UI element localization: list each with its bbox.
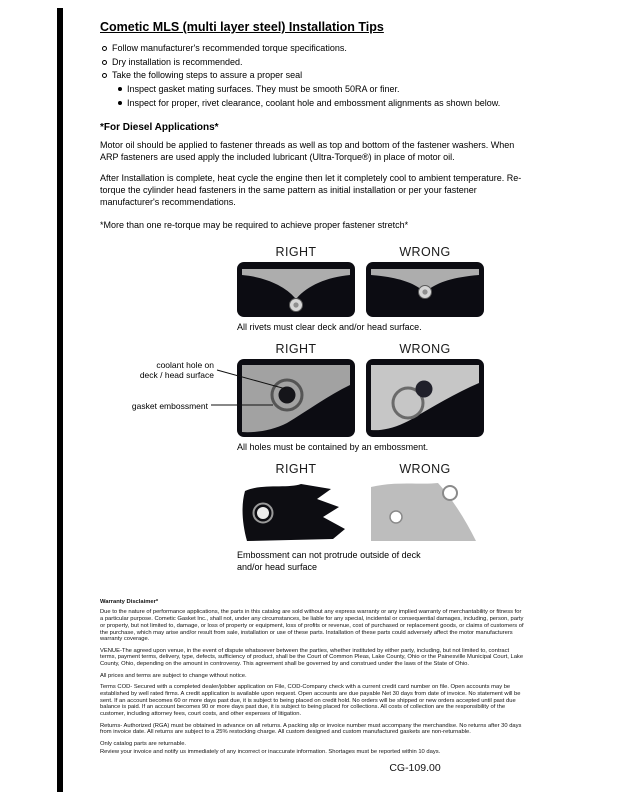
legal-paragraph: Returns- Authorized (RGA) must be obtained in advance on all returns. A packing slip or invoice number must accompany the merchandise. No returns after 30 days from invoice date. All returns are subject to a 25% restocking charge. All custom designed and custom manufactured gaskets are non-returnable. <box>100 722 522 736</box>
legal-paragraph: VENUE-The agreed upon venue, in the event of dispute whatsoever between the parties, whether instituted by either party, including, but not limited to, contract terms, payment terms, delivery, type, defects, sufficiency of product, shall be the Court of Common Pleas, Lake County, Ohio or the Painesville Municipal Court, Lake County, Ohio, depending on the amount in controversy. This agreement shall be governed by and construed under the laws of the State of Ohio. <box>100 647 524 668</box>
row3-caption: Embossment can not protrude outside of deck and/or head surface <box>237 549 421 572</box>
page-title: Cometic MLS (multi layer steel) Installation Tips <box>100 20 384 34</box>
page-content <box>100 14 532 774</box>
tip-item <box>100 43 532 55</box>
legal-paragraph: Only catalog parts are returnable. <box>100 740 187 747</box>
tip-sub-item <box>116 98 532 110</box>
row1-caption: All rivets must clear deck and/or head surface. <box>237 321 422 332</box>
tip-item <box>100 57 532 69</box>
row2-headers <box>237 342 532 356</box>
warranty-disclaimer-heading: Warranty Disclaimer* <box>100 599 159 606</box>
retorque-note: *More than one re-torque may be required to achieve proper fastener stretch* <box>100 219 409 230</box>
left-border-bar <box>57 8 63 792</box>
rivet-clearance-wrong-diagram <box>366 262 484 317</box>
tip-text: Inspect for proper, rivet clearance, coolant hole and embossment alignments as shown below. <box>127 97 501 108</box>
legal-paragraph: Due to the nature of performance applications, the parts in this catalog are sold without any express warranty or any implied warranty of merchantability or fitness for a particular purpose. Cometic Gasket Inc., shall not, under any circumstances, be liable for any special, incidental or consequential damages, including, person, party or property, but not limited to, damage, or loss of property or equipment, loss of profits or revenue, cost of purchased or replacement goods, or claims of customers of the purchase, which may arise and/or result from sale, installation or use of these parts. Installation of these parts could adversely affect the motor manufacturers warranty coverage. <box>100 609 524 643</box>
page-code: CG-109.00 <box>389 762 441 775</box>
coolant-hole-annotation <box>100 360 214 380</box>
tip-item <box>100 70 532 82</box>
row2-panels <box>237 359 532 437</box>
right-label: RIGHT <box>275 341 317 356</box>
hollow-bullet-icon <box>102 73 107 78</box>
right-label: RIGHT <box>275 461 317 476</box>
row2-caption: All holes must be contained by an embossment. <box>237 441 429 452</box>
right-label: RIGHT <box>275 244 317 259</box>
row3-headers <box>237 462 532 476</box>
tip-text: Inspect gasket mating surfaces. They must be smooth 50RA or finer. <box>127 84 400 95</box>
row2-body <box>100 359 532 437</box>
diesel-paragraph-1: Motor oil should be applied to fastener threads as well as top and bottom of the fastener washers. When ARP fasteners are used apply the included lubricant (Ultra-Torque®) in place of motor oil. <box>100 140 515 163</box>
wrong-label: WRONG <box>399 341 451 356</box>
diesel-paragraph-2: After Installation is complete, heat cycle the engine then let it completely cool to ambient temperature. Re-torque the cylinder head fasteners in the same pattern as initial installation or per your fastener manufacturer's recommendations. <box>100 173 522 207</box>
legal-section <box>100 599 524 755</box>
tip-sub-item <box>116 84 532 96</box>
tips-list <box>100 43 532 109</box>
annotation-text: coolant hole on <box>156 359 214 370</box>
hole-embossment-right-diagram <box>237 359 355 437</box>
tip-text: Follow manufacturer's recommended torque specifications. <box>112 43 347 53</box>
diesel-heading: *For Diesel Applications* <box>100 122 219 134</box>
tip-text: Dry installation is recommended. <box>112 56 243 67</box>
wrong-label: WRONG <box>399 244 451 259</box>
legal-paragraph: Terms COD- Secured with a completed dealer/jobber application on File, COD-Company check with a current credit card number on file. Open accounts may be established by well rated firms. A credit application is available upon request. Open accounts are due payable Net 30 days from date of invoice. No statement will be sent. If an account becomes 60 or more days past due, it is subject to being placed on credit hold. No orders will be shipped or new orders accepted until past due balance is paid. If an account becomes 90 or more days past due, it is subject to being placed for collections. All costs of collection are the responsibility of the customer, including attorney fees, court costs, and other expenses of litigation. <box>100 683 521 718</box>
row1-headers <box>237 245 532 259</box>
rivet-clearance-right-diagram <box>237 262 355 317</box>
gasket-embossment-annotation: gasket embossment <box>131 400 208 411</box>
embossment-edge-wrong-diagram <box>366 479 484 545</box>
diagram-section <box>100 245 532 573</box>
legal-paragraph: Review your invoice and notify us immediately of any incorrect or inaccurate information. Shortages must be reported within 10 days. <box>100 748 441 755</box>
legal-paragraph: All prices and terms are subject to change without notice. <box>100 672 247 679</box>
tip-text: Take the following steps to assure a proper seal <box>112 70 303 81</box>
embossment-edge-right-diagram <box>237 479 355 545</box>
hollow-bullet-icon <box>102 46 107 51</box>
solid-bullet-icon <box>118 87 122 91</box>
row1-panels <box>237 262 532 317</box>
hole-embossment-wrong-diagram <box>366 359 484 437</box>
annotation-text: deck / head surface <box>139 369 214 380</box>
solid-bullet-icon <box>118 101 122 105</box>
row3-panels <box>237 479 532 545</box>
hollow-bullet-icon <box>102 60 107 65</box>
wrong-label: WRONG <box>399 461 451 476</box>
